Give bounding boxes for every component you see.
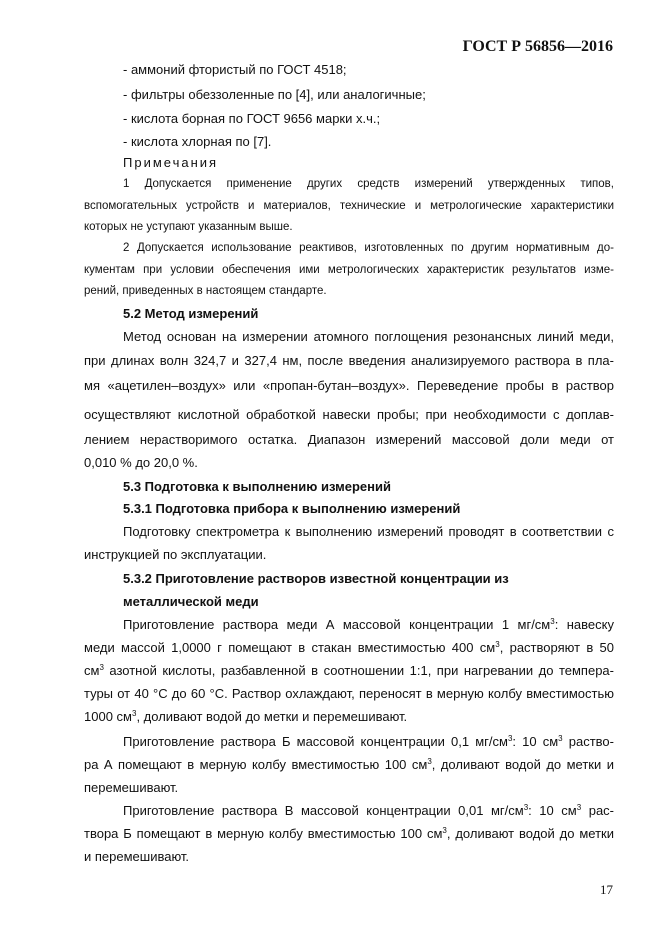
paragraph-line: Приготовление раствора меди А массовой концентрации 1 $мг/см^3$: навеску	[123, 617, 614, 632]
paragraph-line: меди массой 1,0000 г помещают в стакан вместимостью 400 $см^3$, растворяют в 50	[84, 640, 614, 655]
paragraph-line: лением нерастворимого остатка. Диапазон измерений массовой доли меди от	[84, 432, 614, 447]
paragraph-line: Приготовление раствора В массовой концентрации 0,01 $мг/см^3$: 10 $см^3$ рас-	[123, 803, 614, 818]
paragraph-line: $см^3$ азотной кислоты, разбавленной в соотношении 1:1, при нагревании до темпера-	[84, 663, 614, 678]
list-item: - кислота борная по ГОСТ 9656 марки х.ч.;	[123, 111, 381, 126]
note-1-text: 1 Допускается применение других средств измерений утвержденных типов,	[123, 178, 614, 190]
note-1-text: вспомогательных устройств и материалов, технические и метрологические характеристики	[84, 200, 614, 212]
paragraph-line: при длинах волн 324,7 и 327,4 нм, после введения анализируемого раствора в пла-	[84, 353, 614, 368]
paragraph-line: 0,010 % до 20,0 %.	[84, 455, 198, 470]
paragraph-line: туры от 40 °С до 60 °С. Раствор охлаждают, переносят в мерную колбу вместимостью	[84, 686, 614, 701]
paragraph-line: Подготовку спектрометра к выполнению измерений проводят в соответствии с	[123, 524, 614, 539]
paragraph-line: ра А помещают в мерную колбу вместимостью 100 $см^3$, доливают водой до метки и	[84, 757, 614, 772]
note-2-text: кументам при условии обеспечения ими метрологических характеристик результатов изме-	[84, 264, 614, 276]
paragraph-line: и перемешивают.	[84, 849, 190, 864]
list-item: - аммоний фтористый по ГОСТ 4518;	[123, 62, 347, 77]
paragraph-line: инструкцией по эксплуатации.	[84, 547, 267, 562]
paragraph-line: Метод основан на измерении атомного поглощения резонансных линий меди,	[123, 329, 614, 344]
document-id: ГОСТ Р 56856—2016	[462, 38, 613, 55]
paragraph-line: перемешивают.	[84, 780, 179, 795]
section-heading: 5.3 Подготовка к выполнению измерений	[123, 479, 391, 494]
section-heading: 5.2 Метод измерений	[123, 306, 259, 321]
list-item: - фильтры обеззоленные по [4], или аналогичные;	[123, 87, 426, 102]
note-1-text: которых не уступают указанным выше.	[84, 221, 293, 233]
paragraph-line: Приготовление раствора Б массовой концентрации 0,1 $мг/см^3$: 10 $см^3$ раство-	[123, 734, 614, 749]
subsection-heading: 5.3.2 Приготовление растворов известной концентрации из	[123, 571, 509, 586]
subsection-heading: металлической меди	[123, 594, 259, 609]
paragraph-line: мя «ацетилен–воздух» или «пропан-бутан–воздух». Переведение пробы в раствор	[84, 378, 614, 393]
list-item: - кислота хлорная по [7].	[123, 134, 272, 149]
paragraph-line: твора Б помещают в мерную колбу вместимостью 100 $см^3$, доливают водой до метки	[84, 826, 614, 841]
paragraph-line: 1000 $см^3$, доливают водой до метки и перемешивают.	[84, 709, 408, 724]
page-number: 17	[600, 882, 613, 897]
subsection-heading: 5.3.1 Подготовка прибора к выполнению измерений	[123, 501, 461, 516]
paragraph-line: осуществляют кислотной обработкой навески пробы; при необходимости с доплав-	[84, 407, 614, 422]
notes-heading: Примечания	[123, 155, 219, 170]
note-2-text: 2 Допускается использование реактивов, изготовленных по другим нормативным до-	[123, 242, 614, 254]
note-2-text: рений, приведенных в настоящем стандарте.	[84, 285, 327, 297]
